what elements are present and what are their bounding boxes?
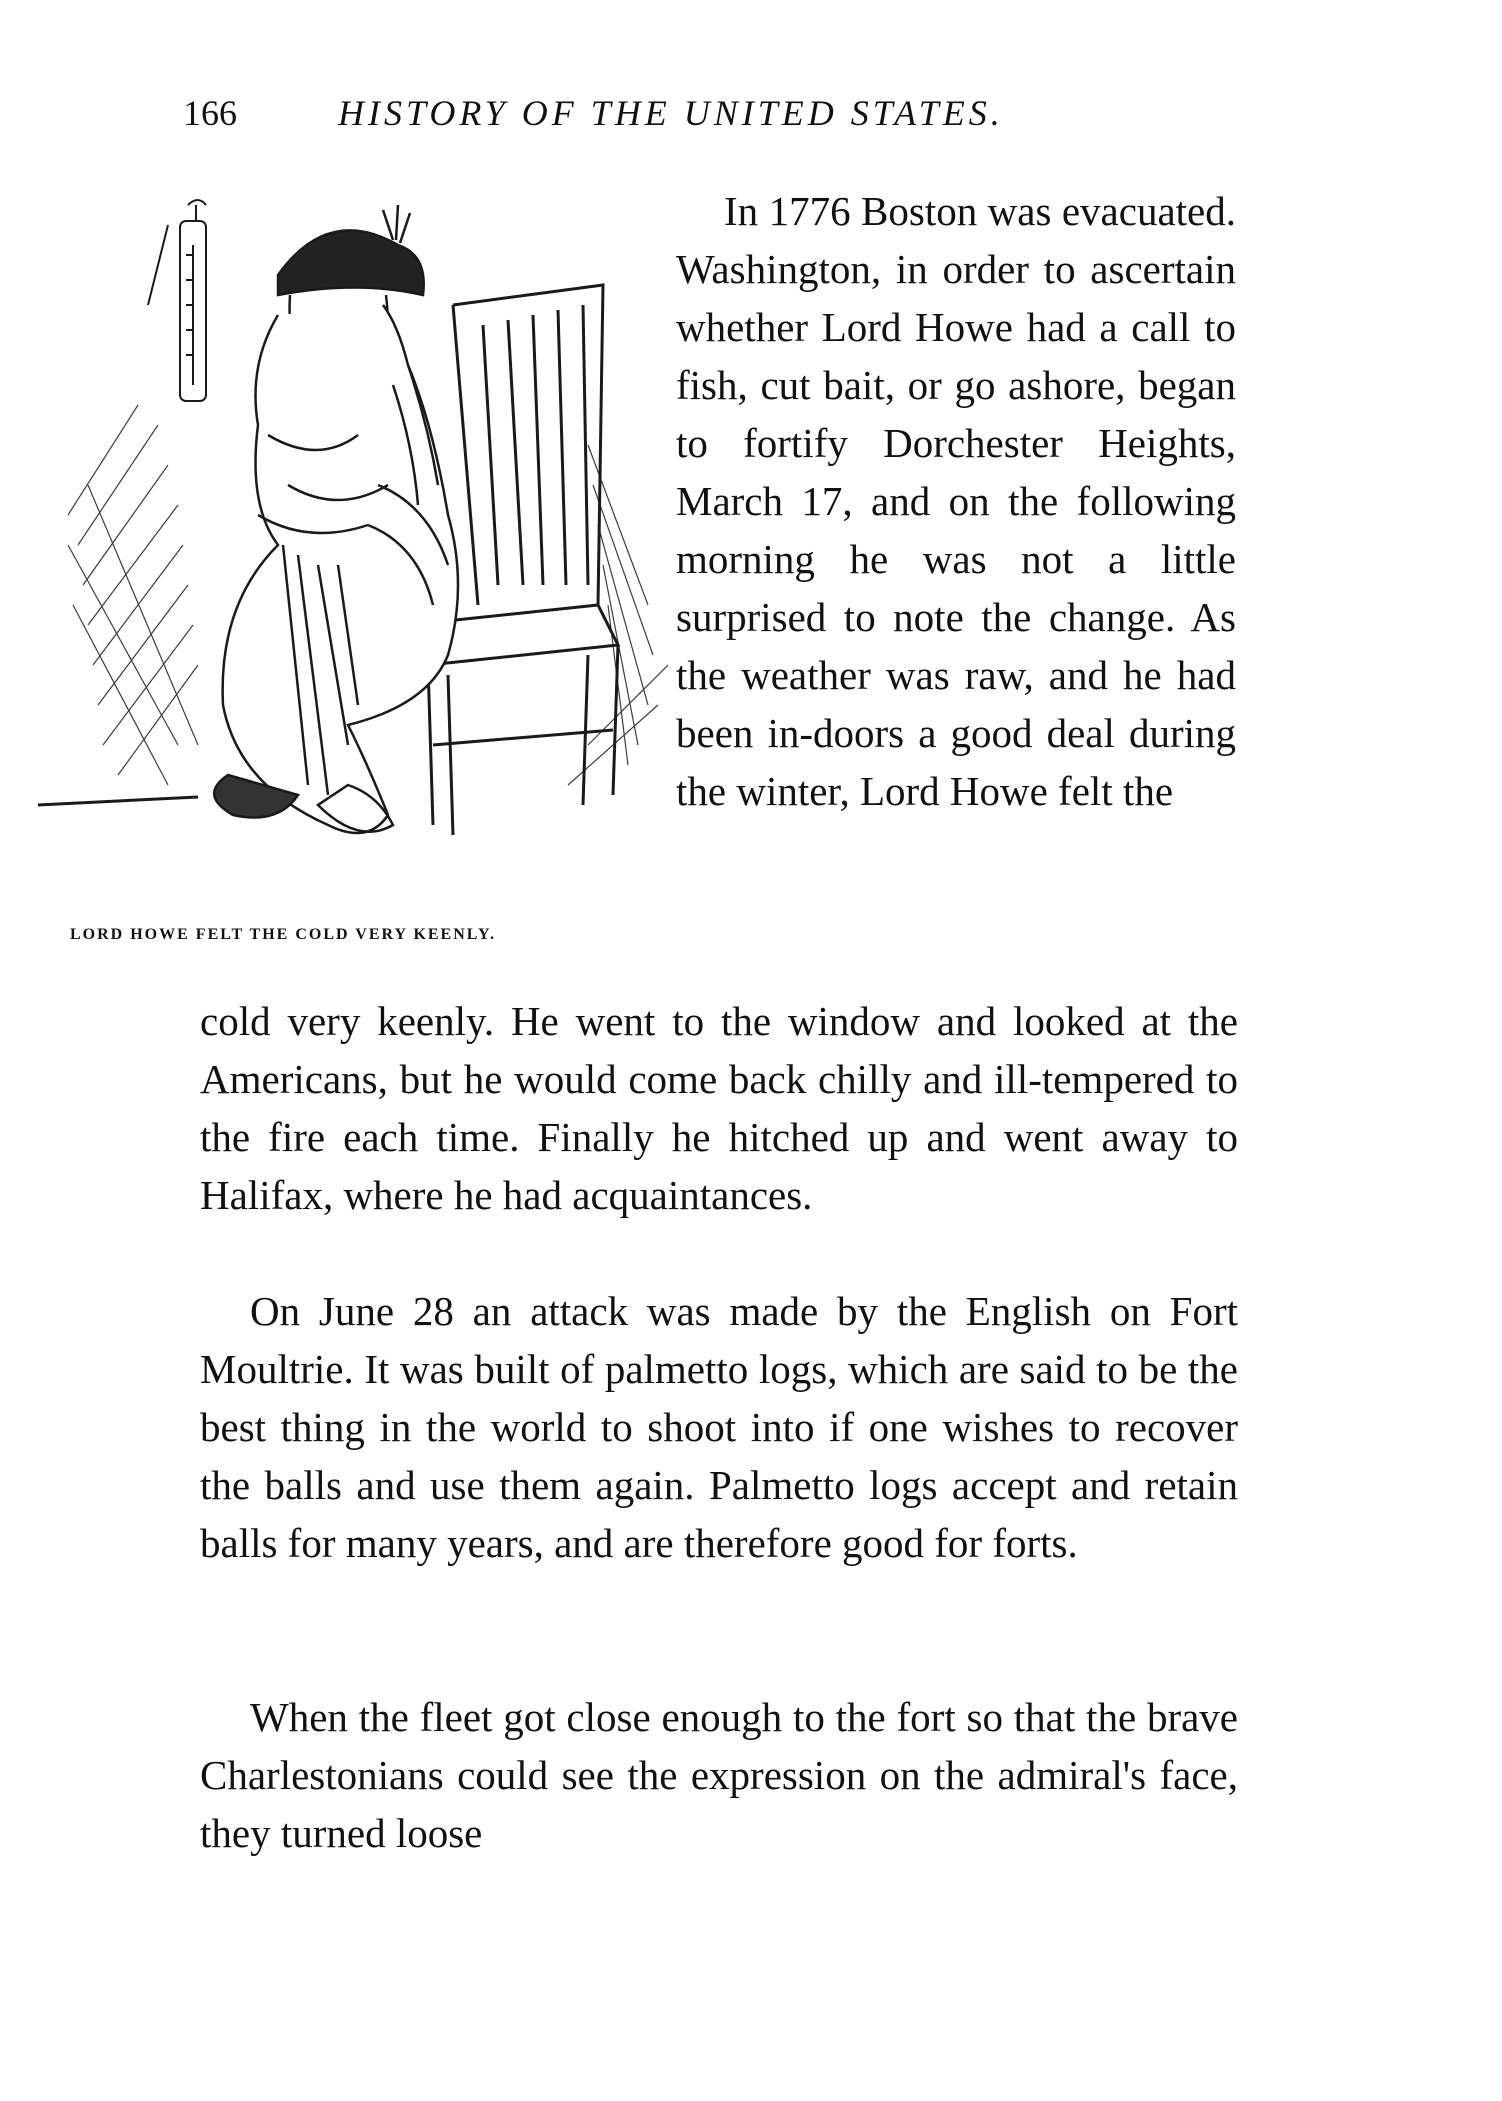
running-title: HISTORY OF THE UNITED STATES. <box>338 93 1004 133</box>
lord-howe-figure <box>214 205 458 833</box>
paragraph-1-wrapped: In 1776 Boston was evacuated. Washington, in order to ascertain whether Lord Howe had a call to fish, cut bait, or go ashore, began to fortify Dorchester Heights, March 17, and on the following morning he was not a little surprised to note the change. As the weather was raw, and he had been in-doors a good deal during the winter, Lord Howe felt the <box>676 188 1236 814</box>
lord-howe-illustration <box>28 185 668 897</box>
paragraph-3: When the fleet got close enough to the fort so that the brave Charlestonians could see the expression on the admiral's face, they turned loose <box>200 1694 1238 1856</box>
page-number: 166 <box>183 93 237 133</box>
paragraph-2: On June 28 an attack was made by the English on Fort Moultrie. It was built of palmetto logs, which are said to be the best thing in the world to shoot into if one wishes to recover the balls and use them again. Palmetto logs accept and retain balls for many years, and are therefore good for forts. <box>200 1288 1238 1566</box>
figure-caption: LORD HOWE FELT THE COLD VERY KEENLY. <box>70 926 497 943</box>
running-header <box>0 92 1502 142</box>
paragraph-1-continued: cold very keenly. He went to the window and looked at the Americans, but he would come back chilly and ill-tempered to the fire each time. Finally he hitched up and went away to Halifax, where he had acquaintances. <box>200 998 1238 1218</box>
thermometer-icon <box>148 200 206 401</box>
